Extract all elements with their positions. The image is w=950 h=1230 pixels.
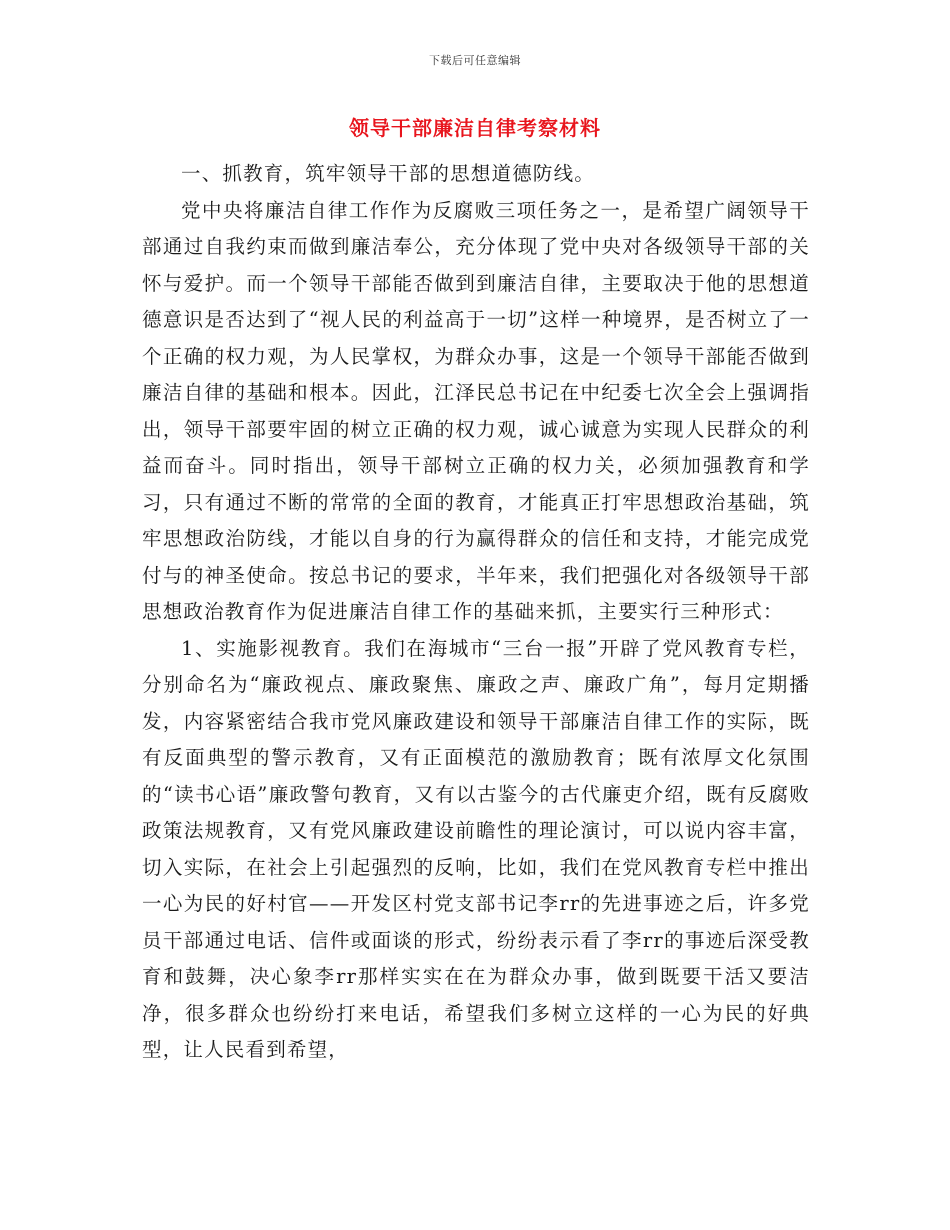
body-paragraph: 1、实施影视教育。我们在海城市“三台一报”开辟了党风教育专栏，分别命名为“廉政视点、廉政聚焦、廉政之声、廉政广角”，每月定期播发，内容紧密结合我市党风廉政建设和领导干部廉洁自律工作的实际，既有反面典型的警示教育，又有正面模范的激励教育；既有浓厚文化氛围的“读书心语”廉政警句教育，又有以古鉴今的古代廉吏介绍，既有反腐败政策法规教育，又有党风廉政建设前瞻性的理论演讨，可以说内容丰富，切入实际，在社会上引起强烈的反响，比如，我们在党风教育专栏中推出一心为民的好村官——开发区村党支部书记李rr的先进事迹之后，许多党员干部通过电话、信件或面谈的形式，纷纷表示看了李rr的事迹后深受教育和鼓舞，决心象李rr那样实实在在为群众办事，做到既要干活又要洁净，很多群众也纷纷打来电话，希望我们多树立这样的一心为民的好典型，让人民看到希望，	[142, 636, 810, 1061]
document-body	[142, 156, 810, 1069]
document-title: 领导干部廉洁自律考察材料	[349, 116, 601, 140]
body-paragraph: 党中央将廉洁自律工作作为反腐败三项任务之一，是希望广阔领导干部通过自我约束而做到廉洁奉公，充分体现了党中央对各级领导干部的关怀与爱护。而一个领导干部能否做到到廉洁自律，主要取决于他的思想道德意识是否达到了“视人民的利益高于一切”这样一种境界，是否树立了一个正确的权力观，为人民掌权，为群众办事，这是一个领导干部能否做到廉洁自律的基础和根本。因此，江泽民总书记在中纪委七次全会上强调指出，领导干部要牢固的树立正确的权力观，诚心诚意为实现人民群众的利益而奋斗。同时指出，领导干部树立正确的权力关，必须加强教育和学习，只有通过不断的常常的全面的教育，才能真正打牢思想政治基础，筑牢思想政治防线，才能以自身的行为赢得群众的信任和支持，才能完成党付与的神圣使命。按总书记的要求，半年来，我们把强化对各级领导干部思想政治教育作为促进廉洁自律工作的基础来抓，主要实行三种形式：	[142, 198, 810, 623]
section-heading: 一、抓教育，筑牢领导干部的思想道德防线。	[181, 162, 596, 185]
header-note: 下载后可任意编辑	[429, 54, 521, 67]
